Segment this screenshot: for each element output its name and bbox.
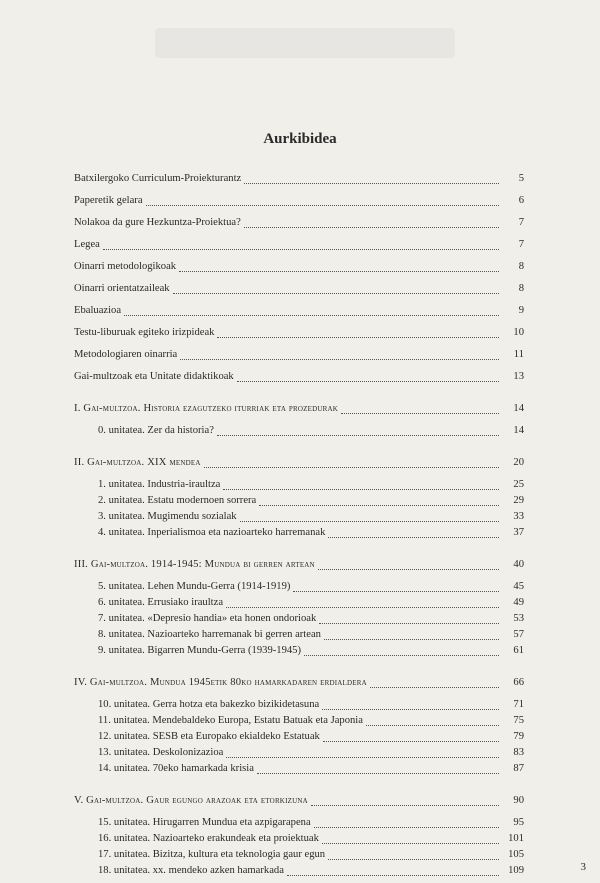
- toc-entry-page: 14: [513, 425, 524, 436]
- toc-leader-dots: [370, 686, 499, 688]
- toc-entry-page: 7: [518, 217, 524, 228]
- toc-entry-page: 25: [513, 479, 524, 490]
- toc-entry-page: 79: [513, 731, 524, 742]
- toc-section-entry: [74, 556, 524, 572]
- toc-leader-dots: [173, 292, 499, 294]
- toc-entry-label: 3. unitatea. Mugimendu sozialak: [98, 511, 237, 522]
- toc-leader-dots: [322, 842, 499, 844]
- toc-entry-page: 8: [518, 261, 524, 272]
- toc-entry-page: 13: [513, 371, 524, 382]
- toc-entry-page: 7: [518, 239, 524, 250]
- toc-leader-dots: [244, 182, 499, 184]
- toc-entry: [74, 258, 524, 274]
- toc-section-entry: [74, 400, 524, 416]
- toc-leader-dots: [328, 858, 499, 860]
- toc-unit-entry: [98, 728, 524, 744]
- toc-entry-label: Oinarri orientatzaileak: [74, 283, 170, 294]
- toc-entry: [74, 170, 524, 186]
- toc-entry-page: 9: [518, 305, 524, 316]
- toc-entry-page: 8: [518, 283, 524, 294]
- toc-unit-entry: [98, 492, 524, 508]
- toc-leader-dots: [223, 488, 499, 490]
- toc-unit-entry: [98, 422, 524, 438]
- toc-leader-dots: [103, 248, 499, 250]
- toc-entry-label: 16. unitatea. Nazioarteko erakundeak eta proiektuak: [98, 833, 319, 844]
- toc-entry: [74, 324, 524, 340]
- page-number: 3: [580, 861, 586, 873]
- toc-leader-dots: [244, 226, 499, 228]
- toc-entry-page: 29: [513, 495, 524, 506]
- toc-entry-page: 6: [518, 195, 524, 206]
- toc-unit-entry: [98, 760, 524, 776]
- toc-entry-label: 5. unitatea. Lehen Mundu-Gerra (1914-1919): [98, 581, 291, 592]
- toc-leader-dots: [180, 358, 499, 360]
- toc-leader-dots: [217, 336, 499, 338]
- toc-leader-dots: [237, 380, 499, 382]
- toc-leader-dots: [341, 412, 499, 414]
- toc-entry-label: V. Gai-multzoa. Gaur egungo arazoak eta etorkizuna: [74, 795, 308, 806]
- toc-entry: [74, 368, 524, 384]
- toc-leader-dots: [146, 204, 499, 206]
- toc-entry-label: Oinarri metodologikoak: [74, 261, 177, 272]
- toc-entry-label: II. Gai-multzoa. XIX mendea: [74, 457, 201, 468]
- toc-entry-label: 8. unitatea. Nazioarteko harremanak bi gerren artean: [98, 629, 321, 640]
- toc-leader-dots: [322, 708, 499, 710]
- toc-unit-entry: [98, 476, 524, 492]
- toc-entry-page: 37: [513, 527, 524, 538]
- toc-entry-page: 53: [513, 613, 524, 624]
- toc-unit-entry: [98, 712, 524, 728]
- toc-leader-dots: [226, 756, 499, 758]
- toc-entry: [74, 214, 524, 230]
- toc-unit-entry: [98, 830, 524, 846]
- toc-entry-label: III. Gai-multzoa. 1914-1945: Mundua bi gerren artean: [74, 559, 315, 570]
- toc-leader-dots: [287, 874, 499, 876]
- toc-entry-label: I. Gai-multzoa. Historia ezagutzeko iturriak eta prozedurak: [74, 403, 338, 414]
- toc-entry-page: 105: [508, 849, 524, 860]
- toc-entry-page: 10: [513, 327, 524, 338]
- toc-unit-entry: [98, 524, 524, 540]
- toc-entry-label: 2. unitatea. Estatu modernoen sorrera: [98, 495, 257, 506]
- toc-unit-entry: [98, 578, 524, 594]
- toc-entry: [74, 280, 524, 296]
- toc-entry-label: Legea: [74, 239, 100, 250]
- toc-entry: [74, 302, 524, 318]
- toc-entry-page: 11: [513, 349, 524, 360]
- toc-entry-page: 87: [513, 763, 524, 774]
- toc-leader-dots: [293, 590, 499, 592]
- toc-entry-page: 49: [513, 597, 524, 608]
- toc-entry-page: 109: [508, 865, 524, 876]
- toc-entry-page: 33: [513, 511, 524, 522]
- toc-leader-dots: [304, 654, 499, 656]
- toc-entry-label: Gai-multzoak eta Unitate didaktikoak: [74, 371, 234, 382]
- toc-entry-page: 71: [513, 699, 524, 710]
- toc-entry-label: 17. unitatea. Bizitza, kultura eta teknologia gaur egun: [98, 849, 326, 860]
- toc-entry-page: 57: [513, 629, 524, 640]
- toc-entry-label: Nolakoa da gure Hezkuntza-Proiektua?: [74, 217, 241, 228]
- toc-unit-entry: [98, 626, 524, 642]
- toc-entry-page: 83: [513, 747, 524, 758]
- toc-entry: [74, 236, 524, 252]
- toc-entry-label: Testu-liburuak egiteko irizpideak: [74, 327, 215, 338]
- toc-leader-dots: [217, 434, 499, 436]
- faint-header-bleed: [155, 28, 455, 58]
- toc-entry-page: 40: [513, 559, 524, 570]
- toc-entry-page: 95: [513, 817, 524, 828]
- toc-entry-label: 4. unitatea. Inperialismoa eta nazioarteko harremanak: [98, 527, 326, 538]
- toc-entry-page: 75: [513, 715, 524, 726]
- toc-unit-entry: [98, 744, 524, 760]
- toc-leader-dots: [257, 772, 499, 774]
- toc-leader-dots: [319, 622, 499, 624]
- toc-entry-label: 9. unitatea. Bigarren Mundu-Gerra (1939-1945): [98, 645, 301, 656]
- toc-leader-dots: [226, 606, 499, 608]
- toc-entry-label: Metodologiaren oinarria: [74, 349, 178, 360]
- toc-leader-dots: [204, 466, 499, 468]
- toc-leader-dots: [318, 568, 499, 570]
- toc-leader-dots: [311, 804, 499, 806]
- toc-leader-dots: [259, 504, 499, 506]
- toc-leader-dots: [124, 314, 499, 316]
- toc-entry-label: Ebaluazioa: [74, 305, 122, 316]
- toc-leader-dots: [366, 724, 499, 726]
- toc-entry-label: 6. unitatea. Errusiako iraultza: [98, 597, 224, 608]
- toc-section-entry: [74, 792, 524, 808]
- toc-entry-page: 5: [518, 173, 524, 184]
- toc-entry-label: 12. unitatea. SESB eta Europako ekialdeko Estatuak: [98, 731, 320, 742]
- toc-entry-label: Batxilergoko Curriculum-Proiekturantz: [74, 173, 242, 184]
- page-title: Aurkibidea: [263, 131, 337, 147]
- toc-entry-page: 14: [513, 403, 524, 414]
- toc-entry-label: 7. unitatea. «Depresio handia» eta honen ondorioak: [98, 613, 317, 624]
- toc-unit-entry: [98, 846, 524, 862]
- toc-entry: [74, 346, 524, 362]
- toc-unit-entry: [98, 696, 524, 712]
- toc-entry-label: 0. unitatea. Zer da historia?: [98, 425, 214, 436]
- toc-leader-dots: [179, 270, 499, 272]
- toc-section-entry: [74, 454, 524, 470]
- toc-entry-page: 61: [513, 645, 524, 656]
- toc-entry-page: 101: [508, 833, 524, 844]
- toc-unit-entry: [98, 642, 524, 658]
- toc-leader-dots: [314, 826, 499, 828]
- toc-entry: [74, 192, 524, 208]
- toc-leader-dots: [240, 520, 499, 522]
- toc-leader-dots: [323, 740, 499, 742]
- toc-entry-label: 13. unitatea. Deskolonizazioa: [98, 747, 224, 758]
- toc-entry-label: IV. Gai-multzoa. Mundua 1945etik 80ko hamarkadaren erdialdera: [74, 677, 367, 688]
- toc-entry-page: 90: [513, 795, 524, 806]
- toc-entry-label: Paperetik gelara: [74, 195, 143, 206]
- toc-unit-entry: [98, 862, 524, 878]
- toc-entry-page: 45: [513, 581, 524, 592]
- toc-unit-entry: [98, 814, 524, 830]
- toc-unit-entry: [98, 610, 524, 626]
- toc-leader-dots: [324, 638, 499, 640]
- toc-leader-dots: [328, 536, 499, 538]
- toc-unit-entry: [98, 508, 524, 524]
- toc-entry-page: 66: [513, 677, 524, 688]
- toc-entry-label: 18. unitatea. xx. mendeko azken hamarkada: [98, 865, 284, 876]
- toc-entry-label: 11. unitatea. Mendebaldeko Europa, Estatu Batuak eta Japonia: [98, 715, 363, 726]
- toc-entry-page: 20: [513, 457, 524, 468]
- toc-unit-entry: [98, 594, 524, 610]
- toc-entry-label: 1. unitatea. Industria-iraultza: [98, 479, 221, 490]
- toc-entry-label: 10. unitatea. Gerra hotza eta bakezko bizikidetasuna: [98, 699, 320, 710]
- toc-section-entry: [74, 674, 524, 690]
- toc-entry-label: 14. unitatea. 70eko hamarkada krisia: [98, 763, 254, 774]
- toc-entry-label: 15. unitatea. Hirugarren Mundua eta azpigarapena: [98, 817, 311, 828]
